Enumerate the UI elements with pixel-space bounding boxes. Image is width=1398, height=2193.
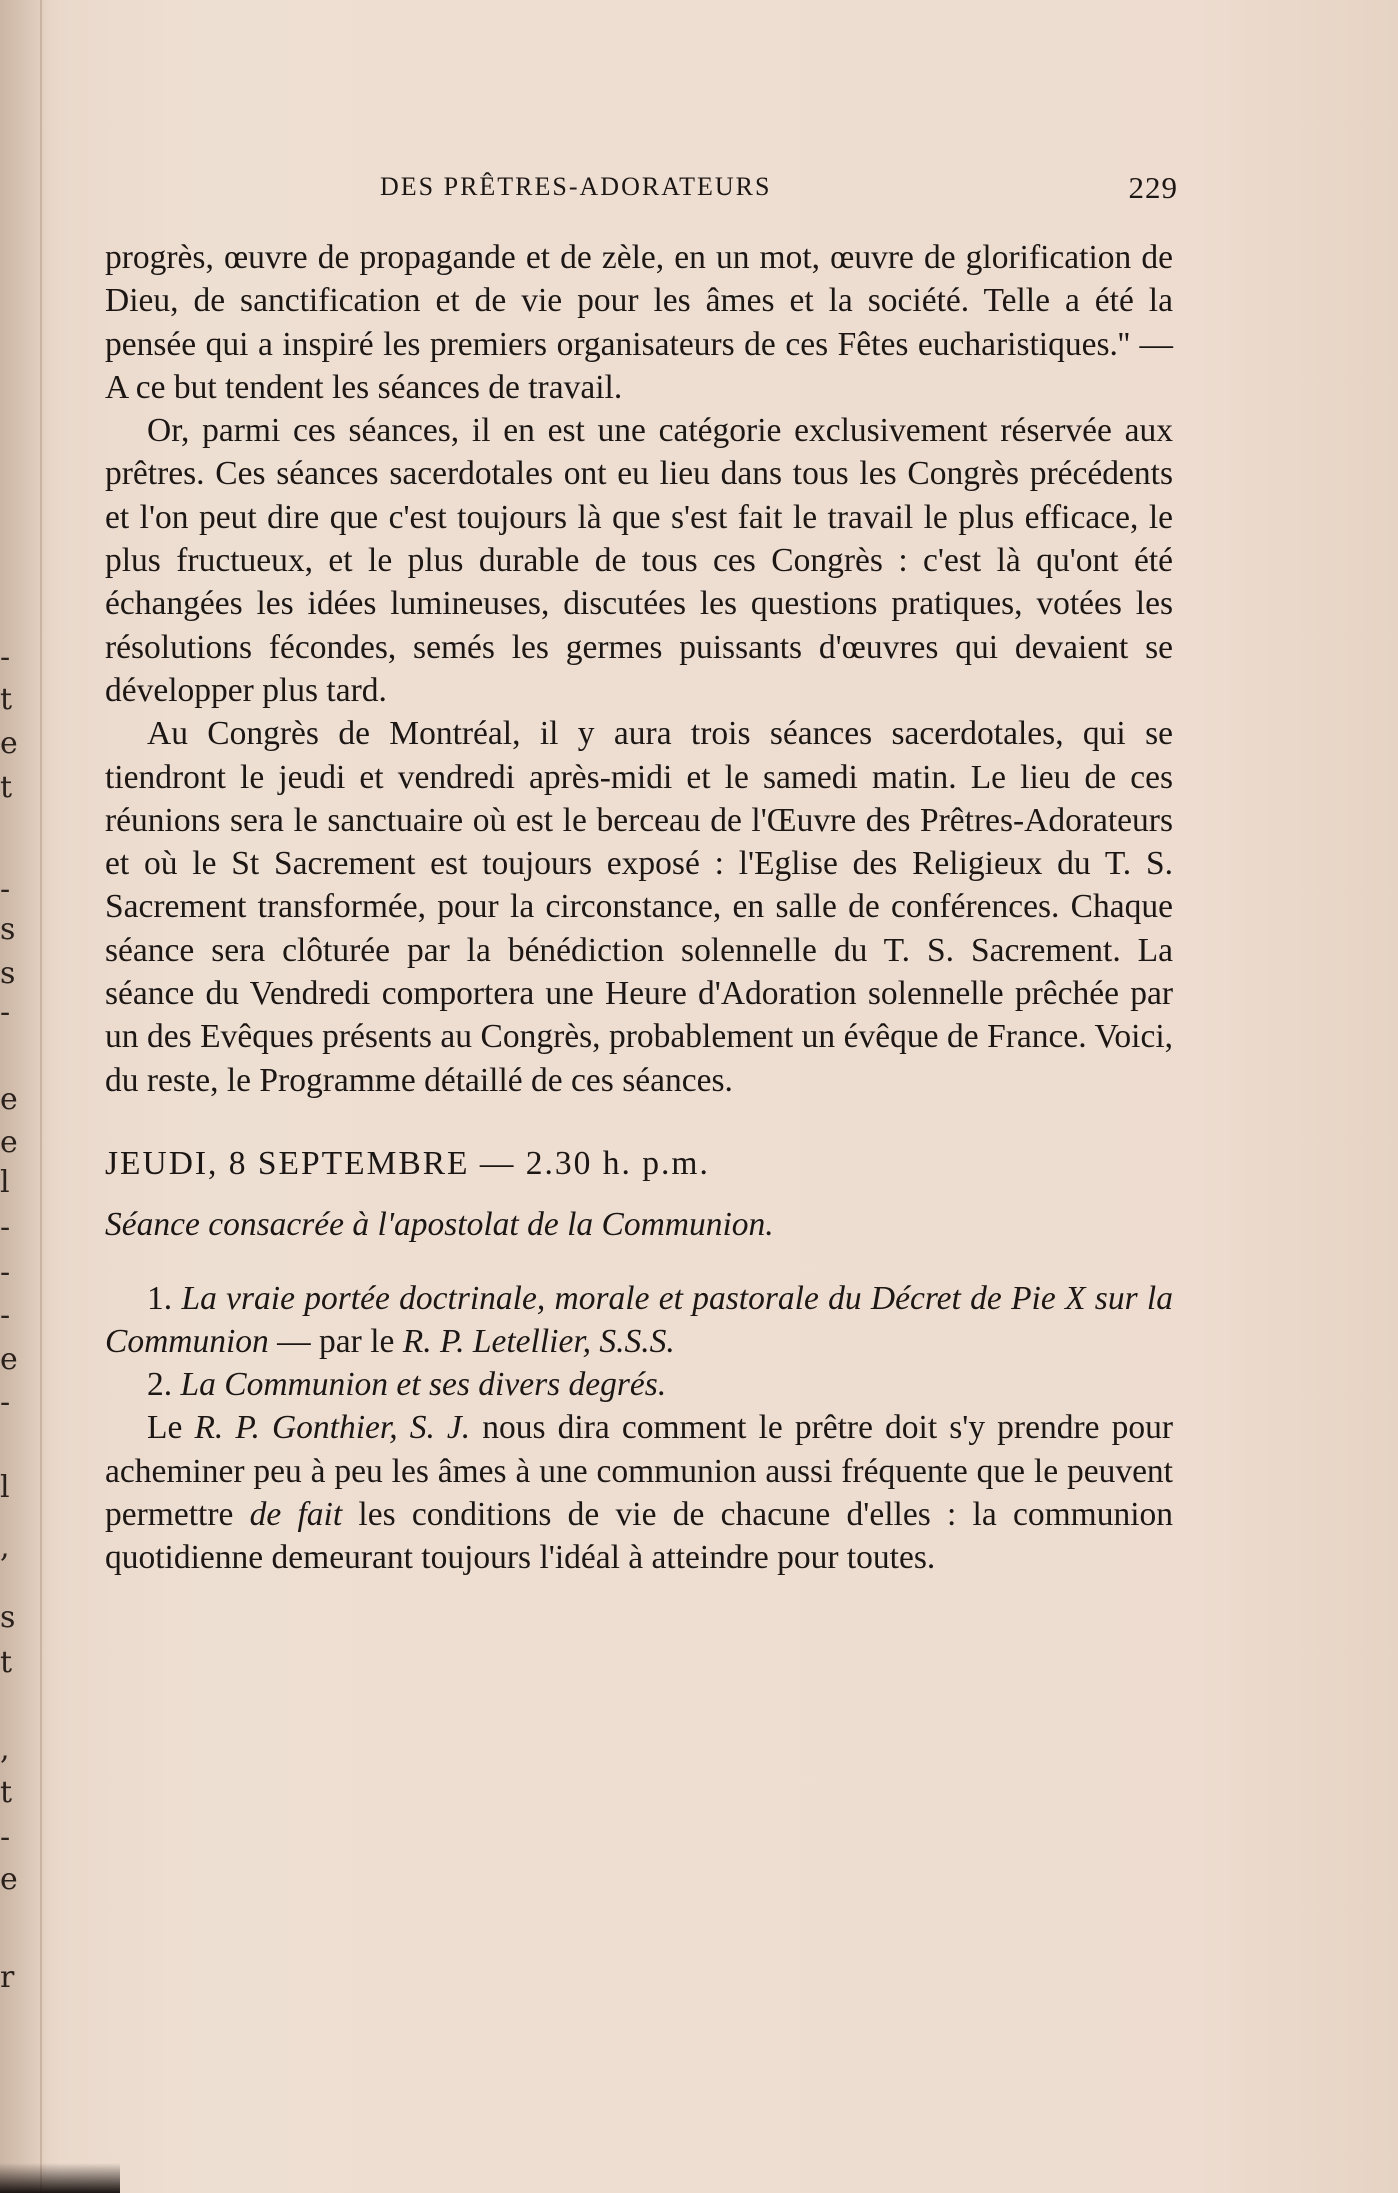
- item-author: R. P. Gonthier, S. J.: [194, 1409, 471, 1447]
- margin-fragment: -: [0, 1210, 11, 1245]
- margin-fragment: -: [0, 872, 11, 907]
- margin-fragment: s: [0, 956, 16, 991]
- margin-fragment: -: [0, 1385, 11, 1420]
- margin-fragment: l: [0, 1165, 10, 1200]
- item-title: La vraie portée doctrinale, morale et pastorale du Décret de Pie X sur la Communion: [105, 1279, 1173, 1360]
- paragraph: Au Congrès de Montréal, il y aura trois séances sacerdotales, qui se tiendront le jeudi et vendredi après-midi et le samedi matin. Le lieu de ces réunions sera le sanctuaire où est le berceau de l'Œuvre des Prêtres-Adorateurs et où le St Sacrement est toujours exposé : l'Eglise des Religieux du T. S. Sacrement transformée, pour la circonstance, en salle de conférences. Chaque séance sera clôturée par la bénédiction solennelle du T. S. Sacrement. La séance du Vendredi comportera une Heure d'Adoration solennelle prêchée par un des Evêques présents au Congrès, probablement un évêque de France. Voici, du reste, le Programme détaillé de ces séances.: [105, 715, 1173, 1099]
- emphasis: de fait: [249, 1496, 343, 1534]
- item-number: 1.: [147, 1279, 173, 1317]
- margin-fragment: ,: [0, 1530, 10, 1565]
- agenda-item-1: [105, 1277, 1173, 1364]
- margin-fragment: l: [0, 1470, 10, 1505]
- gutter-line: [40, 0, 42, 2193]
- paragraph: progrès, œuvre de propagande et de zèle, en un mot, œuvre de glorification de Dieu, de sanctification et de vie pour les âmes et la société. Telle a été la pensée qui a inspiré les premiers organisateurs de ces Fêtes eucharistiques.'' — A ce but tendent les séances de travail.: [105, 239, 1173, 406]
- page-number: 229: [1128, 170, 1178, 205]
- margin-fragment: e: [0, 1342, 18, 1377]
- margin-fragment: t: [0, 682, 13, 717]
- margin-fragment: e: [0, 1082, 18, 1117]
- running-head: DES PRÊTRES-ADORATEURS: [380, 172, 772, 201]
- margin-fragment: r: [0, 1960, 15, 1995]
- margin-fragment: -: [0, 1255, 11, 1290]
- margin-fragment: ,: [0, 1732, 10, 1767]
- item-title: La Communion et ses divers degrés.: [180, 1366, 667, 1404]
- paragraph: Or, parmi ces séances, il en est une catégorie exclusivement réservée aux prêtres. Ces séances sacerdotales ont eu lieu dans tous les Congrès précédents et l'on peut dire que c'est toujours là que s'est fait le travail le plus efficace, le plus fructueux, et le plus durable de tous ces Congrès : c'est là qu'ont été échangées les idées lumineuses, discutées les questions pratiques, votées les résolutions fécondes, semés les germes puissants d'œuvres qui devaient se développer plus tard.: [105, 412, 1173, 709]
- margin-fragment: t: [0, 1775, 13, 1810]
- margin-fragment: e: [0, 1125, 18, 1160]
- agenda-item-2: [105, 1363, 1173, 1406]
- margin-fragment: -: [0, 1820, 11, 1855]
- margin-fragment: e: [0, 1862, 18, 1897]
- item-author: R. P. Letellier, S.S.S.: [402, 1322, 675, 1360]
- item-number: 2.: [147, 1366, 173, 1404]
- agenda-item-2-description: [105, 1406, 1173, 1579]
- margin-fragment: s: [0, 1600, 16, 1635]
- page-body: [105, 236, 1173, 1580]
- text-run: Le: [147, 1409, 195, 1447]
- margin-fragment: e: [0, 726, 18, 761]
- item-separator: — par le: [268, 1322, 403, 1360]
- margin-fragment: s: [0, 912, 16, 947]
- margin-fragment: -: [0, 640, 11, 675]
- margin-fragment: -: [0, 995, 11, 1030]
- margin-fragment: t: [0, 1645, 13, 1680]
- margin-fragment: t: [0, 770, 13, 805]
- text-run: les conditions de vie de chacune d'elles : la communion quotidienne demeurant toujours l'idéal à atteindre pour toutes.: [105, 1496, 1173, 1577]
- page-header: [380, 172, 1178, 212]
- margin-fragment: -: [0, 1298, 11, 1333]
- text-run: nous dira comment le prêtre doit s'y prendre pour acheminer peu à peu les âmes à une communion aussi fréquente que le peuvent permettre: [105, 1409, 1173, 1534]
- section-subheading: Séance consacrée à l'apostolat de la Communion.: [105, 1206, 774, 1244]
- section-heading: JEUDI, 8 SEPTEMBRE — 2.30 h. p.m.: [105, 1144, 710, 1182]
- binding-shadow: [0, 2163, 120, 2193]
